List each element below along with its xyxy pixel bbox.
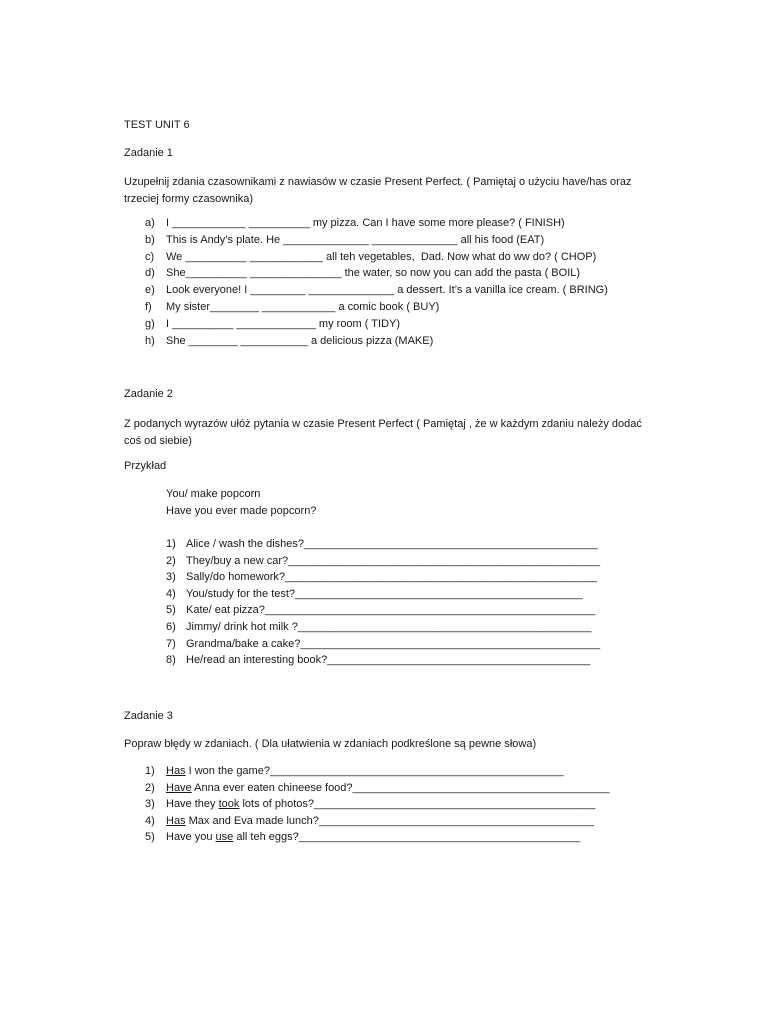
task2-item-marker: 2) [166,554,176,567]
task3-item-text [166,815,594,829]
task1-item-marker: c) [145,250,155,263]
task2-item-marker: 3) [166,571,176,584]
underlined-word: use [215,831,234,844]
underlined-word: took [218,798,240,811]
task1-item-text: My sister________ ____________ a comic book ( BUY) [166,301,440,313]
task2-item-marker: 8) [166,654,176,667]
task1-item-marker: b) [145,233,155,246]
task1-item-marker: f) [145,301,152,313]
task2-item-marker: 1) [166,538,176,550]
task2-item-text: Grandma/bake a cake?_________________________________________________ [186,637,601,650]
task1-item-marker: h) [145,334,155,347]
task3-item-marker: 3) [145,798,155,811]
item-text-after: I won the game?________________________________________________ [185,765,564,777]
underlined-word: Have [166,781,192,794]
task3-item-text [166,765,564,779]
task3-item-marker: 1) [145,765,155,777]
task1-item-marker: e) [145,284,155,297]
task3-item-text [166,798,595,812]
task3-item-marker: 2) [145,781,155,794]
example-answer: Have you ever made popcorn? [166,505,317,517]
task2-item-text: Sally/do homework?___________________________________________________ [186,571,598,584]
item-text-before: Have you [166,831,216,844]
task3-instruction: Popraw błędy w zdaniach. ( Dla ułatwienia w zdaniach podkreślone są pewne słowa) [124,738,537,750]
underlined-word: Has [166,814,186,827]
task1-instruction: Uzupełnij zdania czasownikami z nawiasów w czasie Present Perfect. ( Pamiętaj o użyciu have/has oraz trzeciej formy czasownika) [124,176,632,205]
task1-item-marker: d) [145,267,155,280]
item-text-after: Anna ever eaten chineese food?__________________________________________ [191,781,610,794]
task3-item-text [166,831,580,845]
underlined-word: Has [166,765,186,777]
task2-item-marker: 6) [166,621,176,633]
task2-item-marker: 5) [166,604,176,617]
task2-heading: Zadanie 2 [124,388,173,400]
task1-item-text: I __________ _____________ my room ( TIDY) [166,317,401,330]
task3-item-marker: 4) [145,814,155,827]
task1-item-text: We __________ ____________ all teh vegetables, Dad. Now what do ww do? ( CHOP) [166,250,597,263]
example-prompt: You/ make popcorn [166,488,261,500]
task2-item-text: He/read an interesting book?___________________________________________ [186,654,591,667]
task1-item-text: I ____________ __________ my pizza. Can I have some more please? ( FINISH) [166,217,565,229]
task1-item-marker: a) [145,217,155,229]
task1-item-marker: g) [145,317,155,330]
task2-item-text: Jimmy/ drink hot milk ?________________________________________________ [186,621,592,633]
task3-item-text [166,782,609,796]
task2-instruction: Z podanych wyrazów ułóż pytania w czasie Present Perfect ( Pamiętaj , że w każdym zdaniu należy dodać coś od siebie) [124,418,642,447]
task2-item-marker: 4) [166,587,176,600]
item-text-before: Have they [166,798,219,811]
task1-item-text: She__________ _______________ the water, so now you can add the pasta ( BOIL) [166,267,581,280]
example-label: Przykład [124,460,167,472]
task2-item-marker: 7) [166,637,176,650]
task3-heading: Zadanie 3 [124,710,173,722]
page-title: TEST UNIT 6 [124,119,190,131]
task2-item-text: You/study for the test?_______________________________________________ [186,587,583,600]
task3-item-marker: 5) [145,831,155,844]
task2-item-text: They/buy a new car?___________________________________________________ [186,554,601,567]
item-text-after: Max and Eva made lunch?_____________________________________________ [185,814,595,827]
task1-item-text: She ________ ___________ a delicious pizza (MAKE) [166,334,434,347]
task2-item-text: Alice / wash the dishes?________________________________________________ [186,538,598,550]
task1-item-text: Look everyone! I _________ ______________ a dessert. It’s a vanilla ice cream. ( BRING) [166,284,608,297]
item-text-after: lots of photos?______________________________________________ [239,798,596,811]
task2-item-text: Kate/ eat pizza?______________________________________________________ [186,604,596,617]
task1-item-text: This is Andy’s plate. He ______________ ______________ all his food (EAT) [166,233,545,246]
task1-heading: Zadanie 1 [124,147,173,159]
item-text-after: all teh eggs?______________________________________________ [233,831,581,844]
